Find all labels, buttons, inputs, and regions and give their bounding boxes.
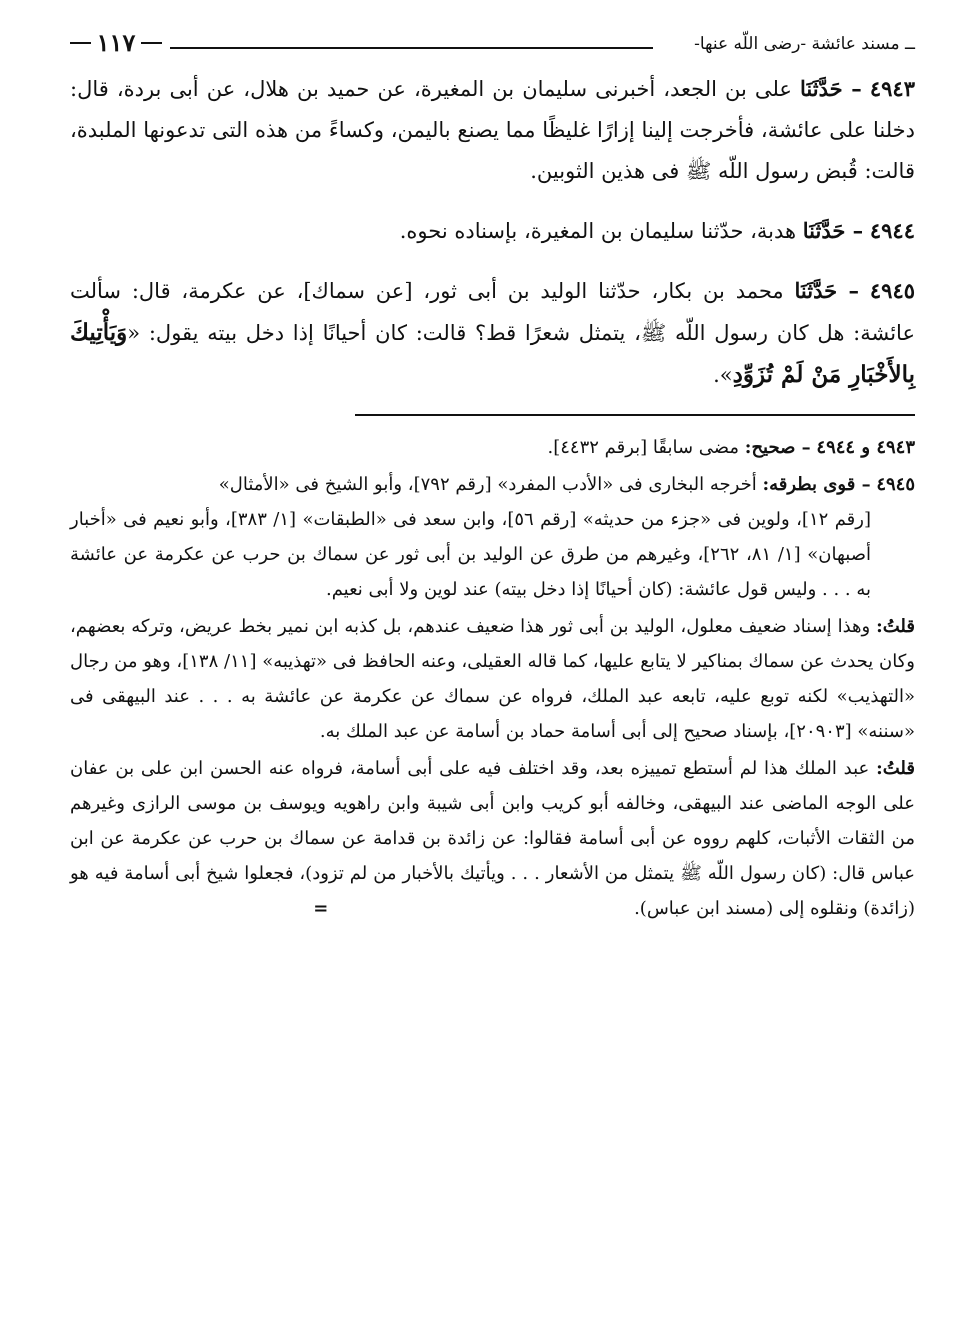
running-title: ــ مسند عائشة -رضى اللّه عنها- <box>694 34 915 54</box>
page-number: ١١٧ <box>96 28 136 57</box>
note-text: أخرجه البخارى فى «الأدب المفرد» [رقم ٧٩٢]، وأبو الشيخ فى «الأمثال» <box>218 474 757 495</box>
comment-label: قلتُ: <box>876 758 915 779</box>
page-dash-left <box>70 42 91 44</box>
comment-1 <box>70 609 915 749</box>
header-rule <box>170 47 653 49</box>
hadith-text: محمد بن بكار، حدّثنا الوليد بن أبى ثور، [عن سماك]، عن عكرمة، قال: سألت عائشة: هل كان رسول اللّه ﷺ، يتمثل شعرًا قط؟ قالت: كان أحيانًا إذا دخل بيته يقول: « <box>70 279 915 345</box>
comment-text: وهذا إسناد ضعيف معلول، الوليد بن أبى ثور هذا ضعيف عندهم، بل كذبه ابن نمير بخط عريض، وتركه بعضهم، وكان يحدث عن سماك بمناكير لا يتابع عليها، كما قاله العقيلى، وعنه الحافظ فى «تهذيبه» [١١/ ١٣٨]، وهو من رجال «التهذيب» لكنه توبع عليه، تابعه عبد الملك، فرواه عن سماك عن عكرمة عن عائشة به . . . عند البيهقى فى «سننه» [٢٠٩٠٣]، بإسناد صحيح إلى أبى أسامة حماد بن أسامة عن عبد الملك به. <box>70 616 915 742</box>
hadith-4943 <box>70 68 915 192</box>
note-4943-4944 <box>70 430 915 465</box>
hadith-number: ٤٩٤٣ <box>869 76 915 101</box>
poetry-verse: وَيَأْتِيكَ بِالأَخْبَارِ مَنْ لَمْ تُزَوِّدِ <box>70 319 915 388</box>
hadith-number: ٤٩٤٥ <box>869 278 916 303</box>
note-continuation: [رقم ١٢]، ولوين فى «جزء من حديثه» [رقم ٥٦]، وابن سعد فى «الطبقات» [١/ ٣٨٣]، وأبو نعيم فى «أخبار أصبهان» [١/ ٨١، ٢٦٢]، وغيرهم من طرق عن الوليد بن أبى ثور عن سماك بن حرب عن عكرمة عن عائشة به . . . وليس قول عائشة: (كان أحيانًا إذا دخل بيته) عند لوين ولا أبى نعيم. <box>70 509 872 600</box>
book-page <box>70 28 915 928</box>
continuation-mark: = <box>313 898 329 919</box>
hadith-number: ٤٩٤٤ <box>869 218 915 243</box>
hadith-lead: – حَدَّثَنَا <box>800 76 862 101</box>
hadith-4944 <box>70 210 915 252</box>
hadith-lead: – حَدَّثَنَا <box>794 278 860 303</box>
comment-text: عبد الملك هذا لم أستطع تمييزه بعد، وقد اختلف فيه على أبى أسامة، فرواه عنه الحسن ابن على بن عفان على الوجه الماضى عند البيهقى، وخالفه أبو كريب وابن أبى شيبة وابن راهويه ويوسف بن موسى الرازى وغيرهم من الثقات الأثبات، كلهم رووه عن أبى أسامة فقالوا: عن زائدة بن قدامة عن سماك بن حرب عن عكرمة عن ابن عباس قال: (كان رسول اللّه ﷺ يتمثل من الأشعار . . . ويأتيك بالأخبار من لم تزود)، فجعلوا شيخ أبى أسامة فيه هو (زائدة) ونقلوه إلى (مسند ابن عباس). <box>70 758 915 919</box>
hadith-text: على بن الجعد، أخبرنى سليمان بن المغيرة، عن حميد بن هلال، عن أبى بردة، قال: دخلنا على عائشة، فأخرجت إلينا إزارًا غليظًا مما يصنع باليمن، وكساءً من هذه التى تدعونها الملبدة، قالت: قُبض رسول اللّه ﷺ فى هذين الثوبين. <box>70 77 915 183</box>
note-number: ٤٩٤٣ و ٤٩٤٤ <box>816 437 915 458</box>
note-text: مضى سابقًا [برقم ٤٤٣٢]. <box>547 437 740 458</box>
page-header <box>70 28 915 68</box>
hadith-lead: – حَدَّثَنَا <box>802 218 864 243</box>
hadith-tail: ». <box>713 363 733 387</box>
note-number: ٤٩٤٥ <box>876 474 915 495</box>
note-grade: – صحيح: <box>744 437 811 458</box>
page-dash-right <box>141 42 162 44</box>
comment-label: قلتُ: <box>876 616 915 637</box>
note-4945 <box>70 467 915 607</box>
note-grade: – قوى بطرقه: <box>762 474 871 495</box>
page-number-block <box>70 28 162 57</box>
footnote-divider <box>355 414 915 416</box>
hadith-4945 <box>70 270 915 396</box>
comment-2 <box>70 751 915 926</box>
hadith-text: هدبة، حدّثنا سليمان بن المغيرة، بإسناده نحوه. <box>399 219 797 243</box>
